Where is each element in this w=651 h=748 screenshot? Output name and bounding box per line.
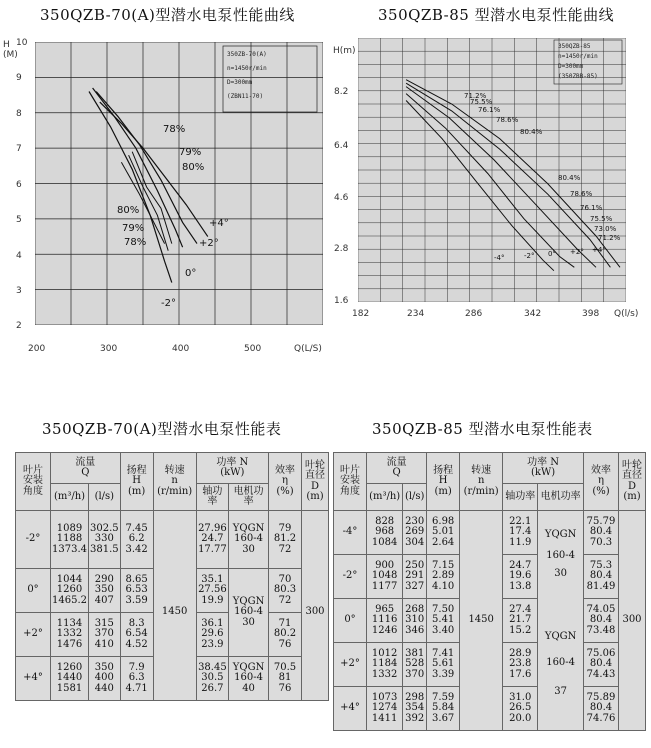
t1-h-motor: 电机功率 (229, 484, 269, 511)
t2-shaft: 27.4 21.7 15.2 (503, 599, 538, 643)
t2-head: 7.41 5.61 3.39 (427, 643, 460, 687)
t2-motor-line: 160-4 (546, 657, 576, 668)
t2-eff: 74.05 80.4 73.48 (584, 599, 619, 643)
t2-speed-cell (460, 511, 503, 555)
chart2-title: 350QZB-85 型潜水电泵性能曲线 (378, 6, 615, 24)
t2-h-d: 叶轮 直径 D (m) (619, 453, 646, 511)
t2-shaft: 31.0 26.5 20.0 (503, 687, 538, 731)
chart2-series-label: -2° (524, 252, 535, 260)
t2-speed-cell (460, 555, 503, 599)
t1-head: 8.65 6.53 3.59 (120, 569, 153, 613)
t2-h-flow: 流量 Q (367, 453, 427, 484)
t2-shaft: 24.7 19.6 13.8 (503, 555, 538, 599)
t1-eff: 79 81.2 72 (269, 511, 302, 569)
chart1-eff-label: 79% (122, 223, 145, 234)
table-row (334, 643, 646, 687)
chart2-legend-box (558, 42, 598, 82)
t1-h-flow: 流量 Q (51, 453, 121, 484)
chart2-legend-line: D=300mm (558, 63, 584, 70)
t1-m3h: 1134 1332 1476 (51, 613, 89, 657)
t1-m3h: 1089 1188 1373.4 (51, 511, 89, 569)
chart1-legend-line: 350ZB-70(A) (227, 51, 267, 58)
chart2-eff-label: 73.0% (594, 225, 617, 233)
chart1-plot-area (35, 42, 323, 325)
chart1-legend-line: D=300mm (227, 79, 253, 86)
t2-angle: -2° (334, 555, 367, 599)
chart2-series-line (406, 80, 620, 268)
t1-angle: +2° (16, 613, 51, 657)
t2-h-power: 功率 N (kW) (503, 453, 584, 484)
t2-motor (538, 511, 584, 599)
t2-h-motor: 电机功率 (538, 484, 584, 511)
t2-d: 300 (619, 599, 646, 643)
chart1-ytick: 2 (16, 321, 22, 331)
t2-h-m3h: (m³/h) (367, 484, 403, 511)
chart1-ytick: 6 (16, 180, 22, 190)
chart1-ytick: 4 (16, 251, 22, 261)
t2-motor (538, 599, 584, 731)
t1-ls: 302.5 330 381.5 (89, 511, 121, 569)
t2-d-cell (619, 643, 646, 687)
chart1-xtick: 500 (244, 344, 262, 354)
t1-h-power: 功率 N (kW) (196, 453, 268, 484)
t2-m3h: 965 1116 1246 (367, 599, 403, 643)
chart1-xlabel: Q(L/S) (294, 344, 322, 354)
chart2-ytick: 1.6 (334, 296, 349, 306)
chart2-ytick: 8.2 (334, 87, 349, 97)
chart2-xlabel: Q(l/s) (614, 309, 639, 319)
t1-h-shaft: 轴功率 (196, 484, 228, 511)
chart2-eff-label: 71.2% (598, 234, 621, 242)
t1-h-ls: (l/s) (89, 484, 121, 511)
table2 (333, 452, 646, 731)
t2-speed-cell (460, 687, 503, 731)
t1-h-d: 叶轮 直径 D (m) (302, 453, 329, 511)
chart2-xtick: 286 (465, 309, 483, 319)
chart2-series-label: +2° (570, 248, 584, 256)
chart2-eff-label: 78.6% (570, 190, 593, 198)
chart1-xtick: 300 (100, 344, 118, 354)
t1-m3h: 1260 1440 1581 (51, 657, 89, 701)
t2-angle: +4° (334, 687, 367, 731)
t2-ls: 230 269 304 (403, 511, 427, 555)
table-row (16, 511, 329, 569)
chart1-series-label: +4° (209, 218, 229, 229)
table-row (334, 687, 646, 731)
t2-ls: 381 528 370 (403, 643, 427, 687)
chart1-series-label: -2° (161, 298, 176, 309)
t2-motor-line: 37 (554, 685, 567, 697)
chart1-ylabel: H (M) (3, 40, 18, 60)
chart2-ytick: 2.8 (334, 244, 349, 254)
t1-h-angle: 叶片 安装 角度 (16, 453, 51, 511)
chart1-xtick: 200 (28, 344, 46, 354)
chart2-eff-label: 80.4% (558, 174, 581, 182)
t2-shaft: 22.1 17.4 11.9 (503, 511, 538, 555)
chart1-title: 350QZB-70(A)型潜水电泵性能曲线 (40, 6, 295, 24)
t1-angle: +4° (16, 657, 51, 701)
chart1-ytick: 10 (16, 38, 28, 48)
t1-d-cell (302, 657, 329, 701)
t2-head: 6.98 5.01 2.64 (427, 511, 460, 555)
table-row (334, 511, 646, 555)
t1-motor: YQGN 160-4 40 (229, 657, 269, 701)
t2-h-shaft: 轴功率 (503, 484, 538, 511)
chart2-eff-label: 71.2% (464, 92, 487, 100)
t1-motor: YQGN 160-4 30 (229, 511, 269, 569)
table-row (334, 555, 646, 599)
t1-head: 8.3 6.54 4.52 (120, 613, 153, 657)
chart2-legend-line: (350ZBB-85) (558, 73, 598, 80)
t2-h-eff: 效率 η (%) (584, 453, 619, 511)
t1-head: 7.9 6.3 4.71 (120, 657, 153, 701)
t1-ls: 290 350 407 (89, 569, 121, 613)
t1-head: 7.45 6.2 3.42 (120, 511, 153, 569)
t1-speed: 1450 (153, 569, 196, 657)
chart2-series-label: +4° (592, 246, 606, 254)
t2-d-cell (619, 511, 646, 555)
chart2-xtick: 342 (524, 309, 542, 319)
t2-ls: 268 310 346 (403, 599, 427, 643)
t1-shaft: 36.1 29.6 23.9 (196, 613, 228, 657)
t1-ls: 350 400 440 (89, 657, 121, 701)
t2-eff: 75.79 80.4 70.3 (584, 511, 619, 555)
chart2-series-line (406, 101, 554, 271)
chart1-ytick: 5 (16, 215, 22, 225)
t1-shaft: 38.45 30.5 26.7 (196, 657, 228, 701)
table-row (334, 599, 646, 643)
chart2-xtick: 234 (407, 309, 425, 319)
chart1-legend-line: n=1450r/min (227, 65, 267, 72)
t2-eff: 75.89 80.4 74.76 (584, 687, 619, 731)
t1-d: 300 (302, 569, 329, 657)
chart2-series-label: 0° (548, 250, 556, 258)
chart2-ylabel: H(m) (333, 46, 356, 56)
t2-d-cell (619, 687, 646, 731)
t1-h-head: 扬程 H (m) (120, 453, 153, 511)
t2-eff: 75.06 80.4 74.43 (584, 643, 619, 687)
t2-ls: 250 291 327 (403, 555, 427, 599)
chart2-eff-label: 76.1% (580, 204, 603, 212)
chart1-legend-line: (ZBN11-70) (227, 93, 264, 100)
t2-angle: 0° (334, 599, 367, 643)
t2-d-cell (619, 555, 646, 599)
t2-m3h: 900 1048 1177 (367, 555, 403, 599)
chart1-series-label: 0° (185, 268, 197, 279)
t2-m3h: 828 968 1084 (367, 511, 403, 555)
chart1-xtick: 400 (172, 344, 190, 354)
t2-motor-line: YQGN (544, 630, 577, 642)
table1-title: 350QZB-70(A)型潜水电泵性能表 (42, 420, 282, 438)
table1 (15, 452, 329, 701)
chart1-ytick: 3 (16, 286, 22, 296)
t1-angle: 0° (16, 569, 51, 613)
t1-shaft: 27.96 24.7 17.77 (196, 511, 228, 569)
chart1-eff-label: 79% (179, 147, 202, 158)
t1-eff: 71 80.2 76 (269, 613, 302, 657)
t1-eff: 70 80.3 72 (269, 569, 302, 613)
chart2-series-line (406, 94, 574, 268)
t2-head: 7.15 2.89 4.10 (427, 555, 460, 599)
table-row (16, 569, 329, 613)
chart2-eff-label: 80.4% (520, 128, 543, 136)
t2-h-angle: 叶片 安装 角度 (334, 453, 367, 511)
t1-speed-cell (153, 511, 196, 569)
t2-motor-line: 30 (554, 568, 567, 579)
t2-h-speed: 转速 n (r/min) (460, 453, 503, 511)
table-row (16, 657, 329, 701)
t2-head: 7.59 5.84 3.67 (427, 687, 460, 731)
t2-eff: 75.3 80.4 81.49 (584, 555, 619, 599)
t2-shaft: 28.9 23.8 17.6 (503, 643, 538, 687)
t1-ls: 315 370 410 (89, 613, 121, 657)
chart2-plot-area (358, 38, 626, 302)
chart1-svg (35, 42, 323, 325)
t2-head: 7.50 5.41 3.40 (427, 599, 460, 643)
chart2-ytick: 4.6 (334, 193, 349, 203)
chart2-series-label: -4° (494, 254, 505, 262)
t1-h-speed: 转速 n (r/min) (153, 453, 196, 511)
chart1-ytick: 8 (16, 109, 22, 119)
chart1-eff-label: 78% (124, 237, 147, 248)
t2-h-ls: (l/s) (403, 484, 427, 511)
chart2-eff-label: 75.5% (590, 215, 613, 223)
chart2-legend-line: n=1450r/min (558, 53, 598, 60)
chart1-ytick: 9 (16, 73, 22, 83)
t2-speed: 1450 (460, 599, 503, 643)
chart2-eff-label: 78.6% (496, 116, 519, 124)
chart1-series-label: +2° (199, 238, 219, 249)
chart1-eff-label: 80% (182, 162, 205, 173)
t2-speed-cell (460, 643, 503, 687)
chart2-xtick: 398 (582, 309, 600, 319)
chart1-legend-box (227, 48, 267, 104)
t2-m3h: 1012 1184 1332 (367, 643, 403, 687)
chart2-eff-label: 76.1% (478, 106, 501, 114)
t2-angle: -4° (334, 511, 367, 555)
t1-eff: 70.5 81 76 (269, 657, 302, 701)
t1-h-m3h: (m³/h) (51, 484, 89, 511)
t1-h-eff: 效率 η (%) (269, 453, 302, 511)
t2-m3h: 1073 1274 1411 (367, 687, 403, 731)
t2-angle: +2° (334, 643, 367, 687)
chart1-eff-label: 80% (117, 205, 140, 216)
table2-title: 350QZB-85 型潜水电泵性能表 (372, 420, 593, 438)
t1-m3h: 1044 1260 1465.2 (51, 569, 89, 613)
chart1-ytick: 7 (16, 144, 22, 154)
chart2-xtick: 182 (352, 309, 370, 319)
t1-motor: YQGN 160-4 30 (229, 569, 269, 657)
chart2-ytick: 6.4 (334, 141, 349, 151)
t1-speed-cell (153, 657, 196, 701)
chart2-legend-line: 350QZB-85 (558, 43, 591, 50)
t1-d-cell (302, 511, 329, 569)
t2-h-head: 扬程 H (m) (427, 453, 460, 511)
t2-motor-line: YQGN (544, 529, 577, 540)
t1-shaft: 35.1 27.56 19.9 (196, 569, 228, 613)
t2-ls: 298 354 392 (403, 687, 427, 731)
t2-motor-line: 160-4 (546, 549, 576, 561)
t1-angle: -2° (16, 511, 51, 569)
chart2-eff-label: 75.5% (470, 98, 493, 106)
chart1-eff-label: 78% (163, 124, 186, 135)
